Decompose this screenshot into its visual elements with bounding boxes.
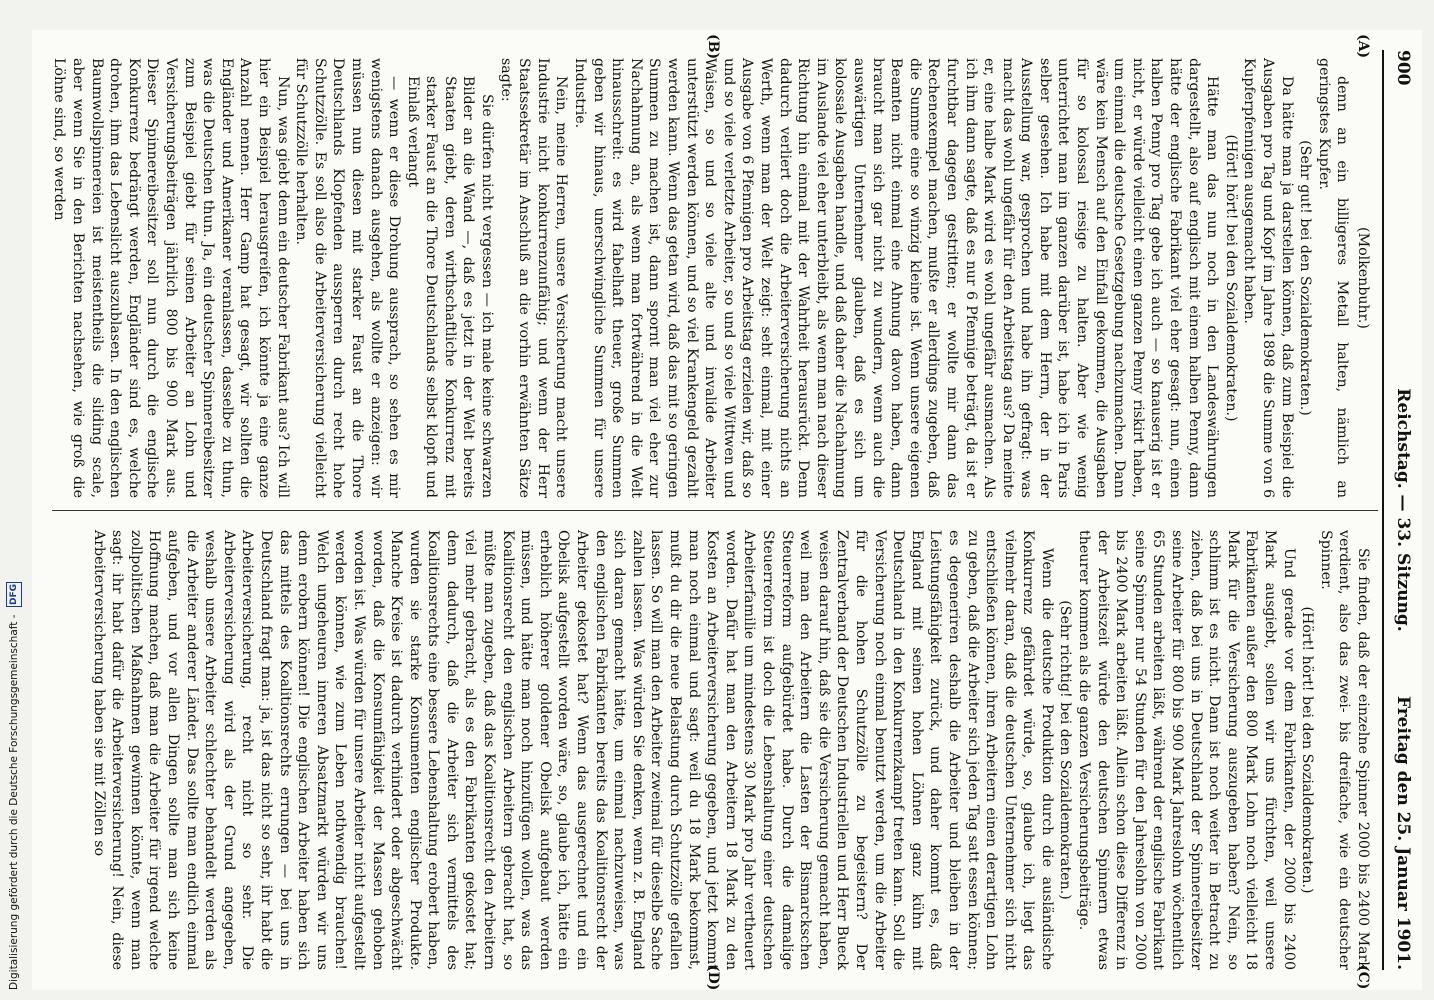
paragraph: Und gerade vor dem Fabrikanten, der 2000 bis 2400 Mark ausgiebt, sollen wir uns fürchten, weil unsere Fabrikanten außer den 800 Mark Lohn noch vielleicht 18 Mark für die Versicherung auszugeben haben? Nein, so schlimm ist es nicht. Dann ist noch weiter in Betracht zu ziehen, daß bei uns in Deutschland der Spinnereibesitzer seine Arbeiter für 800 bis 900 Mark Jahreslohn wöchentlich 65 Stunden arbeiten läßt, während der englische Fabrikant seine Spinner nur 54 Stunden für den Jahreslohn von 2000 bis 2400 Mark arbeiten läßt. Allein schon diese Differenz in der Arbeitszeit würde den deutschen Spinnern etwas theurer kommen als die ganzen Versicherungsbeiträge. [1076, 530, 1297, 970]
page-number: 900 [1393, 50, 1413, 86]
paragraph: Wenn die deutsche Produktion durch die ausländische Konkurrenz gefährdet würde, so, glaube ich, liegt das vielmehr daran, daß die deutschen Unternehmer sich nicht entschließen können, ihren Arbeitern einen derartigen Lohn zu geben, daß die Arbeiter sich jeden Tag satt essen können; es degeneriren deshalb die Arbeiter und bleiben in der Leistungsfähigkeit zurück, und daher kommt es, daß England mit seinen hohen Löhnen ganz kühn mit Deutschland in den Konkurrenzkampf treten kann. Soll die Versicherung noch einmal benutzt werden, um die Arbeiter für die hohen Schutzzölle zu begeistern? Der Zentralverband der Deutschen Industriellen und Herr Bueck weisen darauf hin, daß sie die Versicherung gemacht haben, weil man den Arbeitern die Lasten der Bismarckschen Steuerreform aufgebürdet habe. Durch die damalige Steuerreform ist doch die Lebenshaltung einer deutschen Arbeiterfamilie um mindestens 30 Mark pro Jahr vertheuert worden. Dafür hat man den Arbeitern 18 Mark zu den Kosten an Arbeiterversicherung gegeben, und jetzt kommt man noch einmal und sagt: weil du 18 Mark bekommst, mußt du dir die neue Belastung durch Schutzzölle gefallen lassen. So will man den Arbeiter zweimal für dieselbe Sache zahlen lassen. Was würden Sie denken, wenn z. B. England sich daran gemacht hätte, um einmal nachzuweisen, was den englischen Fabrikanten bereits das Koalitionsrecht der Arbeiter gekostet hat? Wenn das ausgerechnet und ein Obelisk aufgestellt worden wäre, so, glaube ich, hätte ein erheblich höherer goldener Obelisk aufgebaut werden müssen, und hätte man noch hinzufügen wollen, was das Koalitionsrecht den englischen Arbeitern gebracht hat, so müßte man zugeben, daß das Koalitionsrecht den Arbeitern viel mehr gebracht, als es den Fabrikanten gekostet hat; denn dadurch, daß die Arbeiter sich vermittels des Koalitionsrechts eine bessere Lebenshaltung erobert haben, wurden sie starke Konsumenten englischer Produkte. Manche Kreise ist dadurch verhindert oder abgeschwächt worden, daß die Konsumfähigkeit der Massen gehoben worden ist. Was würden für unsere Arbeiter nicht aufgestellt werden können, wie zum Leben nothwendig brauchen! Welch ungeheuren inneren Absatzmarkt würden wir uns denn erobern können! Die englischen Arbeiter haben sich das mittels des Koalitionsrechts errungen — bei uns in Deutschland fragt man: ja, ist das nicht so sehr, ihr habt die Arbeiterversicherung, recht nicht so sehr. Die Arbeiterversicherung wird als der Grund angegeben, weshalb unsere Arbeiter schlechter behandelt werden als die Arbeiter anderer Länder. Das sollte man endlich einmal aufgeben, und vor allen Dingen sollte man sich keine Hoffnung machen, daß man die Arbeiter für irgend welche zollpolitischen Maßnahmen gewinnen könnte, wenn man sagt: ihr habt dafür die Arbeiterversicherung! Nein, diese Arbeiterversicherung haben sie mit Zöllen so [90, 530, 1055, 970]
paragraph: Da hätte man ja darstellen können, daß zum Beispiel die Ausgaben pro Tag und Kopf im Jahre 1898 die Summe von 6 Kupferpfennigen ausgemacht haben. [1241, 58, 1295, 498]
digitization-credit [6, 584, 20, 990]
page-title: Reichstag. — 33. Sitzung. [1393, 388, 1413, 632]
page [32, 30, 1422, 990]
column-divider [52, 510, 1378, 511]
right-column [89, 530, 1372, 970]
dfg-logo: DFG [6, 582, 22, 607]
paragraph: Nein, meine Herren, unsere Versicherung macht unsere Industrie nicht konkurrenzunfähig; und wenn der Herr Staatssekretär im Anschluß an die vorhin erwähnten Sätze sagte: [497, 58, 570, 498]
paragraph: denn an ein billigeres Metall halten, nämlich an geringstes Kupfer. [1315, 58, 1351, 498]
paragraph: Nun, was giebt denn ein deutscher Fabrikant aus? Ich will hier ein Beispiel herausgreifen, ich könnte ja eine ganze Anzahl nennen. Herr Gamp hat gesagt, wir sollten die Engländer und Amerikaner veranlassen, dasselbe zu thun, was die Deutschen thun. Ja, ein deutscher Spinnereibesitzer zum Beispiel giebt für seinen Arbeiter an Lohn und Versicherungsbeiträgen jährlich 800 bis 900 Mark aus. Dieser Spinnereibesitzer soll nun durch die englische Konkurrenz bedrängt werden, Engländer sind es, welche drohen, ihm das Lebenslicht auszublasen. In den englischen Baumwollspinnereien ist meistentheils die sliding scale, aber wenn Sie in den Berichten nachsehen, wie groß die Löhne sind, so werden [51, 58, 291, 498]
interjection: (Hört! hört! bei den Sozialdemokraten.) [1299, 606, 1316, 894]
page-header [1386, 50, 1412, 970]
speaker-name: (Molkenbuhr.) [1355, 227, 1371, 329]
paragraph: — wenn er diese Drohung aussprach, so sehen es mir wenigstens danach ausgehen, als wollte er anzeigen: wir müssen nun diesen mit starker Faust an die Thore Deutschlands Klopfenden aussperren durch recht hohe Schutzzölle. Es soll also die Arbeiterversicherung vielleicht für Schutzzölle herhalten. [293, 58, 403, 498]
interjection: (Hört! hört! bei den Sozialdemokraten.) [1222, 134, 1239, 422]
left-column [50, 58, 1372, 498]
credit-text: Digitalisierung gefördert durch die Deutsche Forschungsgemeinschaft - [8, 614, 20, 990]
margin-mark-d: (D) [705, 965, 721, 991]
quotation: Sie dürfen nicht vergessen — ich male keine schwarzen Bilder an die Wand —, daß es jetzt in der Welt bereits Staaten giebt, deren wirthschaftliche Konkurrenz mit starker Faust an die Thore Deutschlands selbst klopft und Einlaß verlangt [404, 76, 496, 498]
interjection: (Sehr richtig! bei den Sozialdemokraten.) [1057, 600, 1074, 900]
margin-mark-b: (B) [705, 34, 721, 60]
paragraph: Sie finden, daß der einzelne Spinner 2000 bis 2400 Mark verdient, also das zwei- bis dreifache, wie ein deutscher Spinner. [1317, 530, 1371, 970]
margin-mark-a: (A) [1355, 34, 1371, 59]
interjection: (Sehr gut! bei den Sozialdemokraten.) [1297, 140, 1314, 416]
margin-mark-c: (C) [1355, 965, 1371, 990]
paragraph: Hätte man das nun noch in den Landeswährungen dargestellt, also auf englisch mit einem halben Penny, dann hätte der englische Fabrikant viel eher gesagt: nun, einen halben Penny pro Tag gebe ich auch — so knauserig ist er nicht, er würde vielleicht einen ganzen Penny riskirt haben, um einmal die deutsche Gesetzgebung nachzumachen. Dann wäre kein Mensch auf den Einfall gekommen, die Ausgaben für so kolossal riesige zu halten. Aber wie wenig unterrichtet man im ganzen darüber ist, habe ich in Paris selber gesehen. Ich habe mit dem Herrn, der in der Ausstellung war, gesprochen und habe ihn gefragt: was macht das wohl ungefähr für den Arbeitstag aus? Da meinte er, eine halbe Mark wird es wohl ungefähr ausmachen. Als ich ihm dann sagte, daß es nur 6 Pfennige beträgt, da ist er furchtbar dagegen gestritten; er wollte mir dann das Rechenexempel machen, mußte er allerdings zugeben, daß die Summe eine so winzig kleine ist. Wenn unsere eigenen Beamten nicht einmal eine Ahnung davon haben, dann braucht man sich gar nicht zu wundern, wenn auch die auswärtigen Unternehmer glauben, daß es sich um kolossale Ausgaben handle, und daß daher die Nachahmung im Auslande viel eher unterbleibt, als wenn man nach dieser Richtung hin einmal mit der Wahrheit herausrückt. Denn dadurch verliert doch die Arbeiterversicherung nichts an Werth, wenn man der Welt zeigt: seht einmal, mit einer Ausgabe von 6 Pfennigen pro Arbeitstag erzielen wir, daß so und so viele verletzte Arbeiter, so und so viele Wittwen und Waisen, so und so viele alte und invalide Arbeiter unterstützt werden können, und so viel Krankengeld gezahlt werden kann. Wenn das getan wird, daß das mit so geringen Summen zu machen ist, dann spornt man viel eher zur Nachahmung an, als wenn man fortwährend in die Welt hinausschreit: es wird fabelhaft theuer, große Summen geben wir hinaus, unerschwingliche Summen für unsere Industrie. [572, 58, 1221, 498]
header-rule [1382, 50, 1384, 970]
page-date: Freitag den 25. Januar 1901. [1393, 695, 1413, 970]
